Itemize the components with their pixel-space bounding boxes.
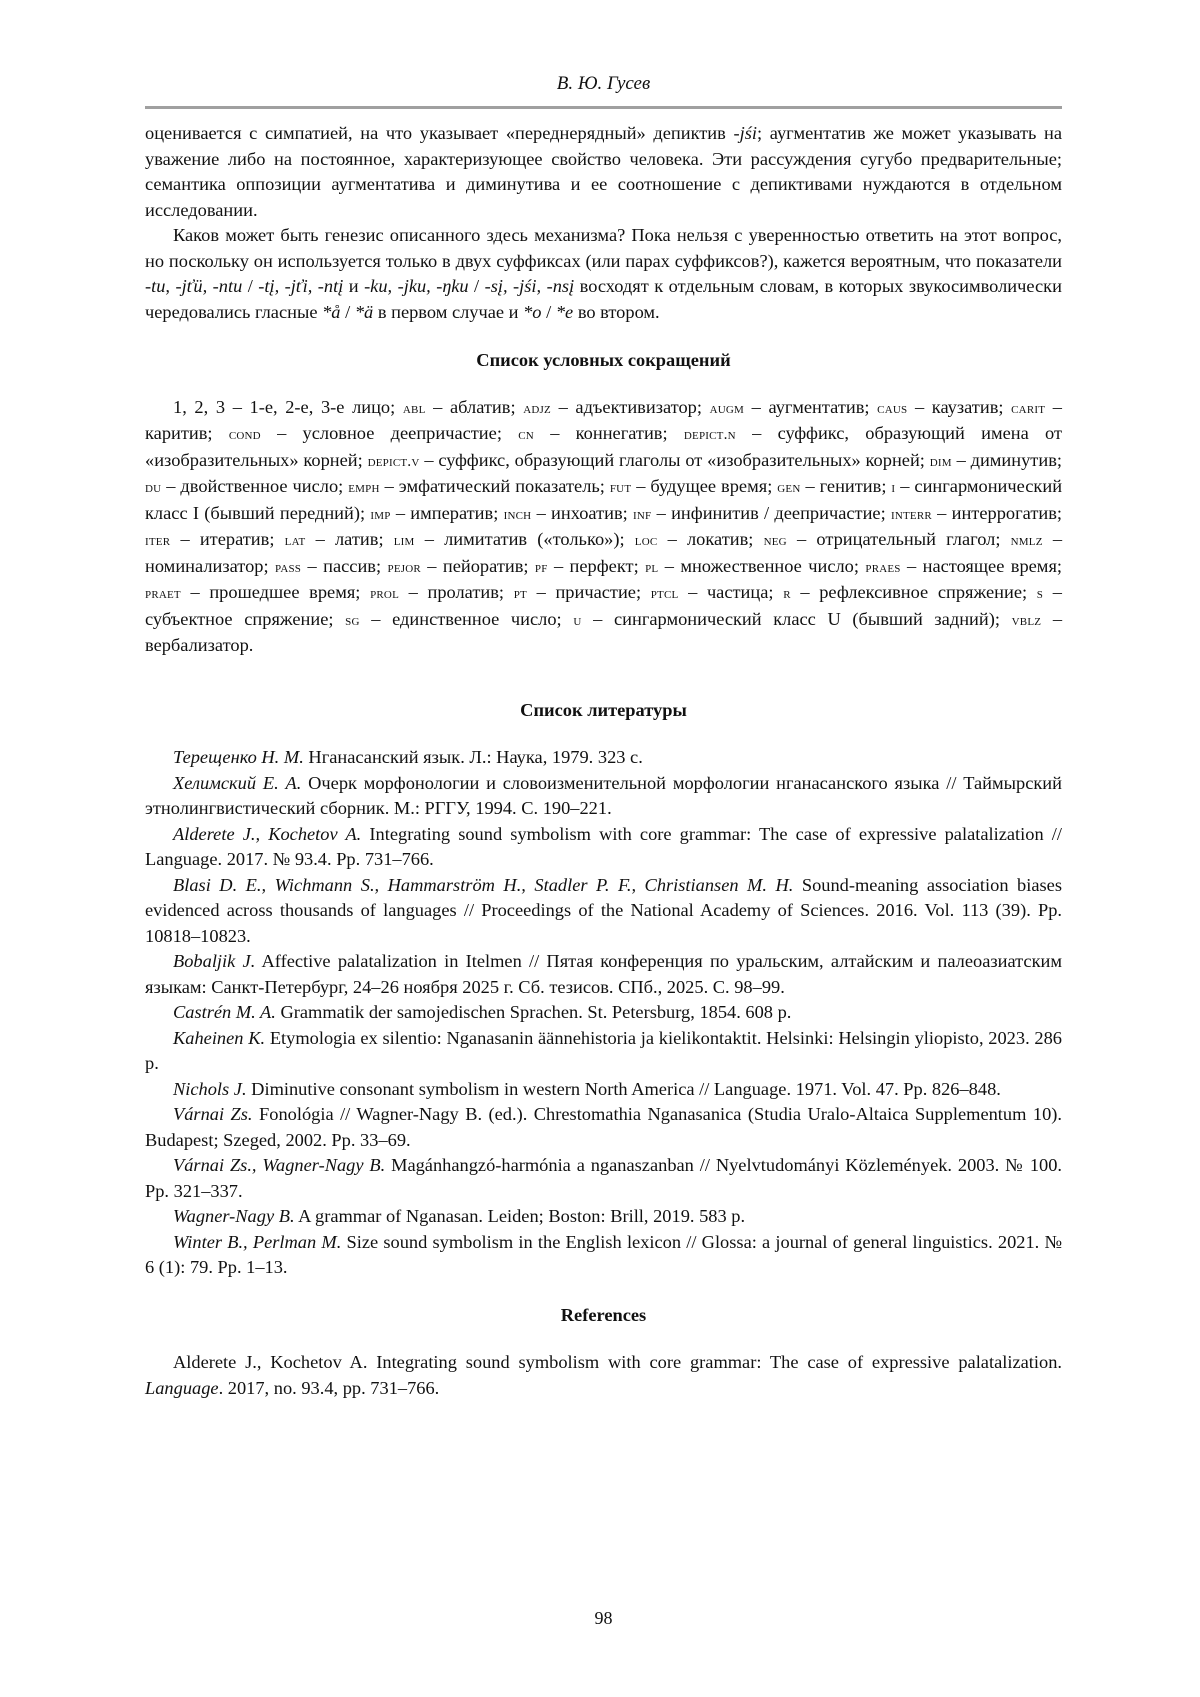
literature-entry bbox=[145, 1204, 1062, 1230]
abbreviations-heading: Список условных сокращений bbox=[476, 350, 731, 370]
literature-entry bbox=[145, 1153, 1062, 1204]
abbreviation-definition: аблатив bbox=[449, 396, 511, 417]
literature-author: Терещенко Н. М. bbox=[173, 747, 304, 767]
abbreviation-code: imp bbox=[370, 505, 391, 523]
literature-text: Magánhangzó-harmónia a nganaszanban // Nyelvtudományi Közlemények. 2003. № 100. Pp. 321–337. bbox=[145, 1155, 1063, 1201]
abbreviation-definition: итератив bbox=[199, 529, 270, 549]
literature-entry bbox=[145, 1230, 1062, 1281]
literature-author: Blasi D. E., Wichmann S., Hammarström H., Stadler P. F., Christiansen M. H. bbox=[173, 874, 794, 895]
literature-author: Winter B., Perlman M. bbox=[173, 1231, 342, 1252]
literature-text: Sound-meaning association biases evidenced across thousands of languages // Proceedings of the National Academy of Sciences. 2016. Vol. 113 (39). Pp. 10818–10823. bbox=[145, 874, 1062, 946]
abbreviation-definition: локатив bbox=[686, 529, 749, 549]
abbreviation-definition: суффикс, образующий глаголы от «изобразительных» корней bbox=[438, 449, 920, 470]
literature-author: Várnai Zs. bbox=[173, 1104, 253, 1124]
page bbox=[145, 0, 1063, 1628]
literature-entry bbox=[145, 771, 1062, 822]
literature-entry bbox=[145, 873, 1062, 950]
abbreviation-definition: рефлексивное спряжение bbox=[819, 582, 1022, 602]
literature-text: Очерк морфонологии и словоизменительной морфологии нганасанского языка // Таймырский этнолингвистический сборник. М.: РГГУ, 1994. С. 190–221. bbox=[145, 772, 1062, 818]
abbreviation-definition: причастие bbox=[555, 582, 636, 602]
abbreviation-definition: адъективизатор bbox=[575, 396, 697, 417]
abbreviation-code: pejor bbox=[387, 558, 421, 576]
abbreviation-definition: аугментатив bbox=[768, 396, 865, 417]
abbreviation-code: neg bbox=[763, 532, 787, 549]
abbreviation-definition: суффикс, образующий имена от «изобразительных» корней bbox=[145, 423, 1063, 470]
abbreviation-code: inch bbox=[503, 505, 532, 523]
abbreviation-definition: сингармонический класс I (бывший передний) bbox=[145, 476, 1063, 523]
paragraph-1: оценивается с симпатией, на что указывает «переднерядный» депиктив -jśi; аугментатив же может указывать на уважение либо на постоянное, характеризующее свойство человека. Эти рассуждения сугубо предварительные; семантика оппозиции аугментатива и диминутива и ее соотношение с депиктивами нуждаются в отдельном исследовании. bbox=[145, 123, 1062, 220]
abbreviation-code: abl bbox=[402, 399, 426, 417]
abbreviation-definition: вербализатор bbox=[145, 635, 249, 655]
abbreviation-definition: латив bbox=[335, 529, 379, 549]
literature-text: Affective palatalization in Itelmen // Пятая конференция по уральским, алтайским и палеоазиатским языкам: Санкт-Петербург, 24–26 ноября 2025 г. Сб. тезисов. СПб., 2025. С. 98–99. bbox=[145, 951, 1062, 997]
literature-author: Alderete J., Kochetov A. bbox=[173, 823, 362, 844]
abbreviation-definition: инхоатив bbox=[551, 502, 623, 523]
abbreviation-code: pass bbox=[275, 558, 302, 576]
references-entry: Alderete J., Kochetov A. Integrating sound symbolism with core grammar: The case of expressive palatalization. Language. 2017, no. 93.4, pp. 731–766. bbox=[145, 1352, 1062, 1398]
literature-entry bbox=[145, 745, 1062, 771]
abbreviation-code: gen bbox=[777, 479, 801, 496]
literature-entry bbox=[145, 1000, 1062, 1026]
abbreviation-code: pt bbox=[513, 585, 527, 602]
abbreviation-code: i bbox=[891, 479, 896, 496]
abbreviation-definition: генитив bbox=[819, 476, 882, 496]
abbreviation-code: sg bbox=[345, 611, 360, 629]
abbreviation-code: lat bbox=[284, 532, 306, 549]
abbreviation-definition: субъектное спряжение bbox=[145, 608, 329, 629]
abbreviation-definition: каузатив bbox=[931, 396, 999, 417]
abbreviations-list: 1, 2, 3 – 1-е, 2-е, 3-е лицо; abl – аблатив; adjz – адъективизатор; augm – аугментатив; caus – каузатив; carit – каритив; cond – условное деепричастие; cn – коннегатив; depict.n – суффикс, образующий имена от «изобразительных» корней; depict.v – суффикс, образующий глаголы от «изобразительных» корней; dim – диминутив; du – двойственное число; emph – эмфатический показатель; fut – будущее время; gen – генитив; i – сингармонический класс I (бывший передний); imp – императив; inch – инхоатив; inf – инфинитив / деепричастие; interr – интеррогатив; iter – итератив; lat – латив; lim – лимитатив («только»); loc – локатив; neg – отрицательный глагол; nmlz – номинализатор; pass – пассив; pejor – пейоратив; pf – перфект; pl – множественное число; praes – настоящее время; praet – прошедшее время; prol – пролатив; pt – причастие; ptcl – частица; r – рефлексивное спряжение; s – субъектное спряжение; sg – единственное число; u – сингармонический класс U (бывший задний); vblz – вербализатор. bbox=[145, 396, 1063, 655]
abbreviation-code: prol bbox=[370, 585, 399, 602]
abbreviation-code: iter bbox=[145, 532, 171, 549]
literature-author: Bobaljik J. bbox=[173, 951, 256, 971]
literature-list bbox=[145, 745, 1062, 1281]
literature-text: Integrating sound symbolism with core grammar: The case of expressive palatalization // Language. 2017. № 93.4. Pp. 731–766. bbox=[145, 823, 1062, 869]
literature-entry bbox=[145, 1026, 1062, 1077]
abbreviation-code: nmlz bbox=[1010, 532, 1043, 549]
abbreviation-code: s bbox=[1036, 585, 1044, 602]
abbreviation-code: lim bbox=[393, 532, 415, 549]
abbreviation-definition: диминутив bbox=[970, 449, 1057, 470]
abbreviation-code: depict.v bbox=[367, 452, 420, 470]
abbreviation-definition: перфект bbox=[569, 555, 634, 576]
abbreviation-definition: единственное число bbox=[392, 608, 557, 629]
abbreviation-code: carit bbox=[1011, 399, 1046, 417]
abbreviation-code: fut bbox=[609, 479, 632, 496]
abbreviation-definition: пролатив bbox=[427, 582, 499, 602]
abbreviation-definition: пассив bbox=[323, 555, 376, 576]
abbreviation-code: du bbox=[145, 479, 162, 496]
abbreviation-code: adjz bbox=[523, 399, 551, 417]
abbreviation-definition: прошедшее время bbox=[209, 582, 356, 602]
abbreviation-code: inf bbox=[633, 505, 652, 523]
abbreviation-definition: императив bbox=[410, 502, 494, 523]
literature-author: Nichols J. bbox=[173, 1078, 247, 1099]
abbreviation-code: interr bbox=[890, 505, 932, 523]
abbreviation-definition: настоящее время bbox=[922, 555, 1057, 576]
literature-entry bbox=[145, 1077, 1062, 1103]
abbreviation-code: caus bbox=[877, 399, 908, 417]
abbreviation-definition: множественное число bbox=[680, 555, 854, 576]
abbreviation-definition: коннегатив bbox=[575, 423, 663, 443]
literature-text: Fonológia // Wagner-Nagy B. (ed.). Chrestomathia Nganasanica (Studia Uralo-Altaica Supplementum 10). Budapest; Szeged, 2002. Pp. 33–69. bbox=[145, 1104, 1062, 1150]
literature-author: Kaheinen K. bbox=[173, 1027, 266, 1048]
abbreviation-code: pl bbox=[645, 558, 659, 576]
literature-author: Wagner-Nagy B. bbox=[173, 1206, 295, 1226]
abbreviation-definition: частица bbox=[706, 582, 769, 602]
abbreviation-definition: пейоратив bbox=[442, 555, 524, 576]
abbreviation-definition: номинализатор bbox=[145, 555, 264, 576]
references-heading: References bbox=[560, 1304, 647, 1325]
abbreviation-code: ptcl bbox=[650, 585, 679, 602]
abbreviation-code: cn bbox=[518, 426, 534, 443]
abbreviation-definition: инфинитив / деепричастие bbox=[671, 502, 881, 523]
abbreviation-code: cond bbox=[228, 426, 261, 443]
literature-text: Diminutive consonant symbolism in western North America // Language. 1971. Vol. 47. Pp. 826–848. bbox=[251, 1078, 1001, 1099]
abbreviation-code: depict.n bbox=[683, 426, 736, 443]
abbreviation-code: loc bbox=[634, 532, 658, 549]
abbreviation-code: vblz bbox=[1011, 611, 1042, 629]
abbreviation-definition: условное деепричастие bbox=[302, 423, 497, 443]
abbreviation-definition: эмфатический показатель bbox=[398, 476, 600, 496]
abbreviation-code: dim bbox=[929, 452, 952, 470]
literature-text: Grammatik der samojedischen Sprachen. St. Petersburg, 1854. 608 p. bbox=[280, 1002, 792, 1022]
abbreviation-definition: интеррогатив bbox=[951, 502, 1057, 523]
abbreviation-code: augm bbox=[709, 399, 745, 417]
literature-entry bbox=[145, 949, 1062, 1000]
literature-author: Хелимский Е. А. bbox=[173, 772, 302, 793]
abbreviation-definition: каритив bbox=[145, 423, 208, 443]
literature-text: Etymologia ex silentio: Nganasanin äännehistoria ja kielikontaktit. Helsinki: Helsingin yliopisto, 2023. 286 p. bbox=[145, 1027, 1062, 1073]
literature-text: Нганасанский язык. Л.: Наука, 1979. 323 с. bbox=[308, 747, 643, 767]
literature-author: Várnai Zs., Wagner-Nagy B. bbox=[173, 1155, 386, 1175]
abbreviation-definition: двойственное число bbox=[180, 476, 339, 496]
literature-text: A grammar of Nganasan. Leiden; Boston: Brill, 2019. 583 p. bbox=[298, 1206, 746, 1226]
abbreviation-definition: лимитатив («только») bbox=[444, 529, 620, 549]
abbreviation-code: praet bbox=[145, 585, 181, 602]
page-number: 98 bbox=[594, 1608, 613, 1628]
header-rule bbox=[145, 106, 1062, 109]
abbreviation-definition: отрицательный глагол bbox=[816, 529, 996, 549]
abbreviation-code: praes bbox=[865, 558, 901, 576]
paragraph-2: Каков может быть генезис описанного здесь механизма? Пока нельзя с уверенностью ответить на этот вопрос, но поскольку он используется только в двух суффиксах (или парах суффиксов?), кажется вероятным, что показатели -tu, -jťü, -ntu / -tį, -jťi, -ntį и -ku, -jku, -ŋku / -sį, -jśi, -nsį восходят к отдельным словам, в которых звукосимволически чередовались гласные *å / *ä в первом случае и *o / *e во втором. bbox=[145, 225, 1062, 322]
literature-text: Size sound symbolism in the English lexicon // Glossa: a journal of general linguistics. 2021. № 6 (1): 79. Pp. 1–13. bbox=[145, 1231, 1062, 1277]
abbreviation-definition: сингармонический класс U (бывший задний) bbox=[613, 608, 995, 629]
running-title: В. Ю. Гусев bbox=[556, 73, 651, 94]
literature-entry bbox=[145, 822, 1062, 873]
abbreviation-code: u bbox=[573, 611, 582, 629]
abbreviation-code: r bbox=[783, 585, 791, 602]
literature-author: Castrén M. A. bbox=[173, 1002, 276, 1022]
literature-heading: Список литературы bbox=[520, 699, 687, 720]
abbreviation-definition: будущее время bbox=[650, 476, 768, 496]
abbreviation-code: pf bbox=[534, 558, 548, 576]
literature-entry bbox=[145, 1102, 1062, 1153]
abbreviation-code: emph bbox=[348, 479, 380, 496]
